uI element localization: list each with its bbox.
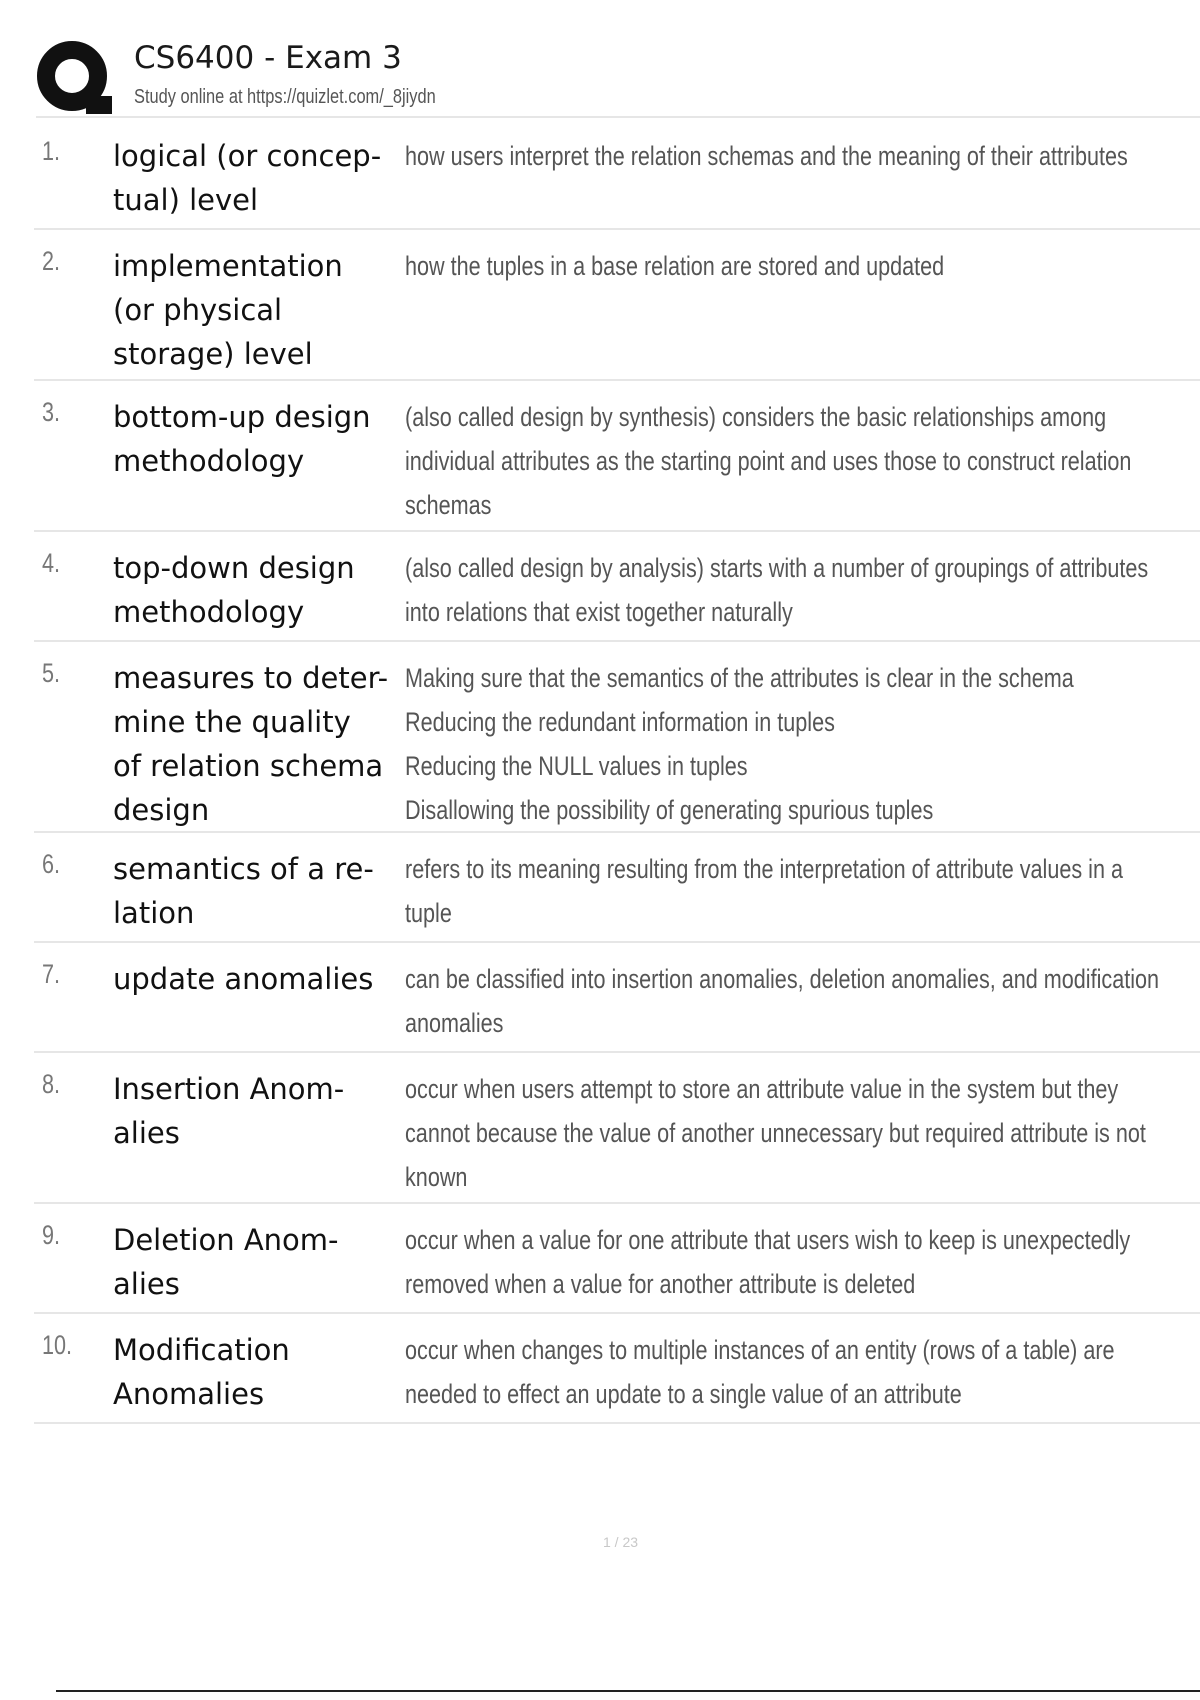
document-title: CS6400 - Exam 3 bbox=[134, 40, 402, 76]
term-row bbox=[34, 120, 1200, 230]
definition-line: refers to its meaning resulting from the interpretation of attribute values in a bbox=[405, 854, 1123, 884]
definition-line: tuple bbox=[405, 898, 452, 928]
definition-line: occur when a value for one attribute that users wish to keep is unexpectedly bbox=[405, 1225, 1131, 1255]
term-name: bottom-up design methodology bbox=[113, 400, 371, 478]
term-definition bbox=[405, 395, 1165, 527]
definition-line: Reducing the NULL values in tuples bbox=[405, 751, 748, 781]
term-number: 10. bbox=[42, 1330, 73, 1360]
definition-line: Reducing the redundant information in tuples bbox=[405, 707, 835, 737]
study-online-link[interactable]: Study online at https://quizlet.com/_8jiydn bbox=[134, 86, 436, 108]
term-number: 8. bbox=[42, 1069, 61, 1099]
definition-line: individual attributes as the starting point and uses those to construct relation bbox=[405, 446, 1132, 476]
page-number: 1 / 23 bbox=[603, 1534, 639, 1550]
definition-line: (also called design by analysis) starts with a number of groupings of attributes bbox=[405, 553, 1149, 583]
definition-line: occur when changes to multiple instances of an entity (rows of a table) are bbox=[405, 1335, 1115, 1365]
term-row bbox=[34, 230, 1200, 381]
bottom-divider bbox=[56, 1690, 1200, 1692]
term-row bbox=[34, 532, 1200, 642]
term-definition bbox=[405, 1328, 1165, 1416]
definition-line: needed to effect an update to a single value of an attribute bbox=[405, 1379, 962, 1409]
definition-line: how the tuples in a base relation are stored and updated bbox=[405, 251, 945, 281]
definition-line: known bbox=[405, 1162, 468, 1192]
term-row bbox=[34, 943, 1200, 1053]
term-definition bbox=[405, 1218, 1165, 1306]
term-number: 3. bbox=[42, 397, 61, 427]
term-definition bbox=[405, 1067, 1165, 1199]
term-number: 9. bbox=[42, 1220, 61, 1250]
term-name: update anomalies bbox=[113, 962, 374, 996]
definition-line: removed when a value for another attribute is deleted bbox=[405, 1269, 916, 1299]
document-header bbox=[36, 30, 1200, 118]
term-row bbox=[34, 381, 1200, 532]
term-number: 1. bbox=[42, 136, 61, 166]
term-name: measures to deter- mine the quality of relation schema design bbox=[113, 661, 389, 827]
definition-line: (also called design by synthesis) considers the basic relationships among bbox=[405, 402, 1107, 432]
term-name: top-down design methodology bbox=[113, 551, 355, 629]
term-row bbox=[34, 1204, 1200, 1314]
definition-line: can be classified into insertion anomalies, deletion anomalies, and modification bbox=[405, 964, 1160, 994]
term-row bbox=[34, 1053, 1200, 1204]
definition-line: schemas bbox=[405, 490, 492, 520]
term-definition bbox=[405, 656, 1165, 832]
term-number: 5. bbox=[42, 658, 61, 688]
term-name: Insertion Anom- alies bbox=[113, 1072, 345, 1150]
term-definition bbox=[405, 244, 1165, 288]
term-number: 7. bbox=[42, 959, 61, 989]
term-definition bbox=[405, 546, 1165, 634]
definition-line: into relations that exist together naturally bbox=[405, 597, 793, 627]
term-name: logical (or concep- tual) level bbox=[113, 139, 382, 217]
term-definition bbox=[405, 847, 1165, 935]
quizlet-logo-icon bbox=[36, 38, 112, 116]
definition-line: occur when users attempt to store an attribute value in the system but they bbox=[405, 1074, 1119, 1104]
term-name: semantics of a re- lation bbox=[113, 852, 374, 930]
term-definition bbox=[405, 134, 1165, 178]
term-definition bbox=[405, 957, 1165, 1045]
definition-line: Making sure that the semantics of the attributes is clear in the schema bbox=[405, 663, 1074, 693]
term-number: 4. bbox=[42, 548, 61, 578]
term-name: implementation (or physical storage) level bbox=[113, 249, 343, 371]
term-row bbox=[34, 642, 1200, 833]
term-number: 6. bbox=[42, 849, 61, 879]
term-name: Modification Anomalies bbox=[113, 1333, 290, 1411]
definition-line: anomalies bbox=[405, 1008, 504, 1038]
term-name: Deletion Anom- alies bbox=[113, 1223, 339, 1301]
definition-line: Disallowing the possibility of generating spurious tuples bbox=[405, 795, 934, 825]
definition-line: how users interpret the relation schemas and the meaning of their attributes bbox=[405, 141, 1128, 171]
definition-line: cannot because the value of another unnecessary but required attribute is not bbox=[405, 1118, 1146, 1148]
term-row bbox=[34, 833, 1200, 943]
term-row bbox=[34, 1314, 1200, 1424]
term-list bbox=[34, 120, 1200, 1424]
term-number: 2. bbox=[42, 246, 61, 276]
